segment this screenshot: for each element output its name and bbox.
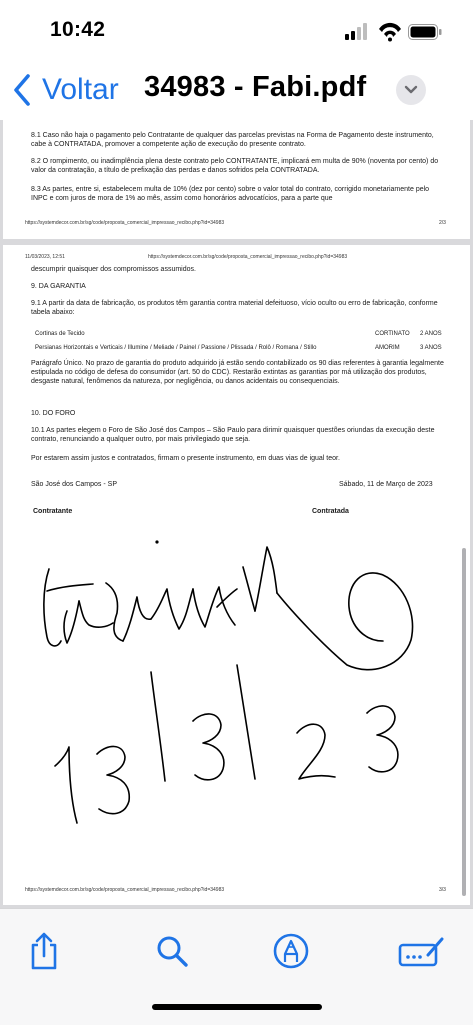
- page-footer-url: https://systemdecor.com.br/sg/code/proposta_comercial_impressao_recibo.php?id=34983: [25, 887, 225, 893]
- continuation-line: descumprir quaisquer dos compromissos assumidos.: [31, 266, 196, 273]
- status-bar: [0, 0, 473, 60]
- page-header-url: https://systemdecor.com.br/sg/code/proposta_comercial_impressao_recibo.php?id=34983: [148, 254, 348, 260]
- signature-button[interactable]: [398, 929, 446, 973]
- markup-pen-icon: [272, 932, 310, 970]
- back-label: Voltar: [42, 73, 119, 106]
- supplier-name: CORTINATO: [375, 331, 410, 337]
- contratante-label: Contratante: [33, 508, 73, 515]
- search-icon: [154, 933, 190, 969]
- signature-icon: [398, 933, 446, 969]
- clause-8-1: 8.1 Caso não haja o pagamento pelo Contratante de qualquer das parcelas previstas na Forma de Pagamento deste instrumento, cabe à CONTRATADA, promover a competente ação de execução do presente contrato.: [31, 132, 434, 149]
- chevron-down-icon: [404, 85, 418, 95]
- title-menu-button[interactable]: [396, 75, 426, 105]
- battery-icon: [409, 25, 442, 40]
- back-button[interactable]: [12, 70, 119, 110]
- document-title[interactable]: 34983 - Fabi.pdf: [144, 71, 367, 103]
- signing-date: Sábado, 11 de Março de 2023: [339, 481, 433, 488]
- clause-8-3: 8.3 As partes, entre si, estabelecem multa de 10% (dez por cento) sobre o valor total do contrato, corrigido monetariamente pelo INPC e com juros de mora de 1% ao mês, assim como honorários advocatícios, para a parte que: [31, 186, 430, 203]
- chevron-left-icon: [12, 73, 32, 107]
- share-button[interactable]: [22, 929, 66, 973]
- pdf-page-2: [3, 120, 470, 239]
- warranty-term: 3 ANOS: [420, 345, 442, 351]
- clause-8-2: 8.2 O rompimento, ou inadimplência plena deste contrato pelo CONTRATANTE, implicará em multa de 90% (noventa por cento) do valor da contratação, a título de prefixação das perdas e danos sofridos pela CONTRATADA.: [31, 158, 439, 175]
- closing-statement: Por estarem assim justos e contratados, firmam o presente instrumento, em duas vias de igual teor.: [31, 455, 340, 462]
- handwritten-signature: [3, 245, 470, 905]
- clause-9-1: 9.1 A partir da data de fabricação, os produtos têm garantia contra material defeituoso, vício oculto ou erro de fabricação, conforme tabela abaixo:: [31, 300, 438, 317]
- cellular-signal-icon: [345, 23, 367, 40]
- pdf-page-3: [3, 245, 470, 905]
- product-name: Cortinas de Tecido: [35, 331, 85, 337]
- search-button[interactable]: [150, 929, 194, 973]
- navigation-bar: [0, 60, 473, 120]
- contratada-label: Contratada: [312, 508, 349, 515]
- share-icon: [26, 931, 62, 971]
- markup-button[interactable]: [269, 929, 313, 973]
- wifi-icon: [379, 23, 401, 42]
- scroll-indicator[interactable]: [462, 548, 466, 896]
- warranty-term: 2 ANOS: [420, 331, 442, 337]
- signing-place: São José dos Campos - SP: [31, 481, 117, 488]
- home-indicator[interactable]: [152, 1004, 322, 1010]
- paragrafo-unico: Parágrafo Único. No prazo de garantia do produto adquirido já estão sendo contabilizado os 90 dias referentes à garantia legalmente estipulada no código de defesa do consumidor (art. 50 do CDC). Restarão extintas as garantias por má utilização dos produtos, desgaste natural, fenômenos da natureza, por negligência, ou danos acidentais ou consequenciais.: [31, 360, 444, 386]
- status-time: 10:42: [50, 18, 106, 41]
- section-10-heading: 10. DO FORO: [31, 410, 76, 417]
- section-9-heading: 9. DA GARANTIA: [31, 283, 86, 290]
- page-header-date: 11/03/2023, 12:51: [25, 254, 65, 260]
- pdf-viewer[interactable]: [0, 120, 473, 908]
- supplier-name: AMORIM: [375, 345, 400, 351]
- product-name: Persianas Horizontais e Verticais / Illumine / Meliade / Painel / Passione / Plissada / Rolô / Romana / Stillo: [35, 345, 317, 351]
- page-footer-url: https://systemdecor.com.br/sg/code/proposta_comercial_impressao_recibo.php?id=34983: [25, 220, 225, 226]
- page-number: 3/3: [439, 887, 446, 893]
- page-number: 2/3: [439, 220, 446, 226]
- clause-10-1: 10.1 As partes elegem o Foro de São José dos Campos – São Paulo para dirimir quaisquer questões oriundas da execução deste contrato, renunciando a qualquer outro, por mais privilegiado que seja.: [31, 427, 435, 444]
- status-icons: [345, 22, 445, 42]
